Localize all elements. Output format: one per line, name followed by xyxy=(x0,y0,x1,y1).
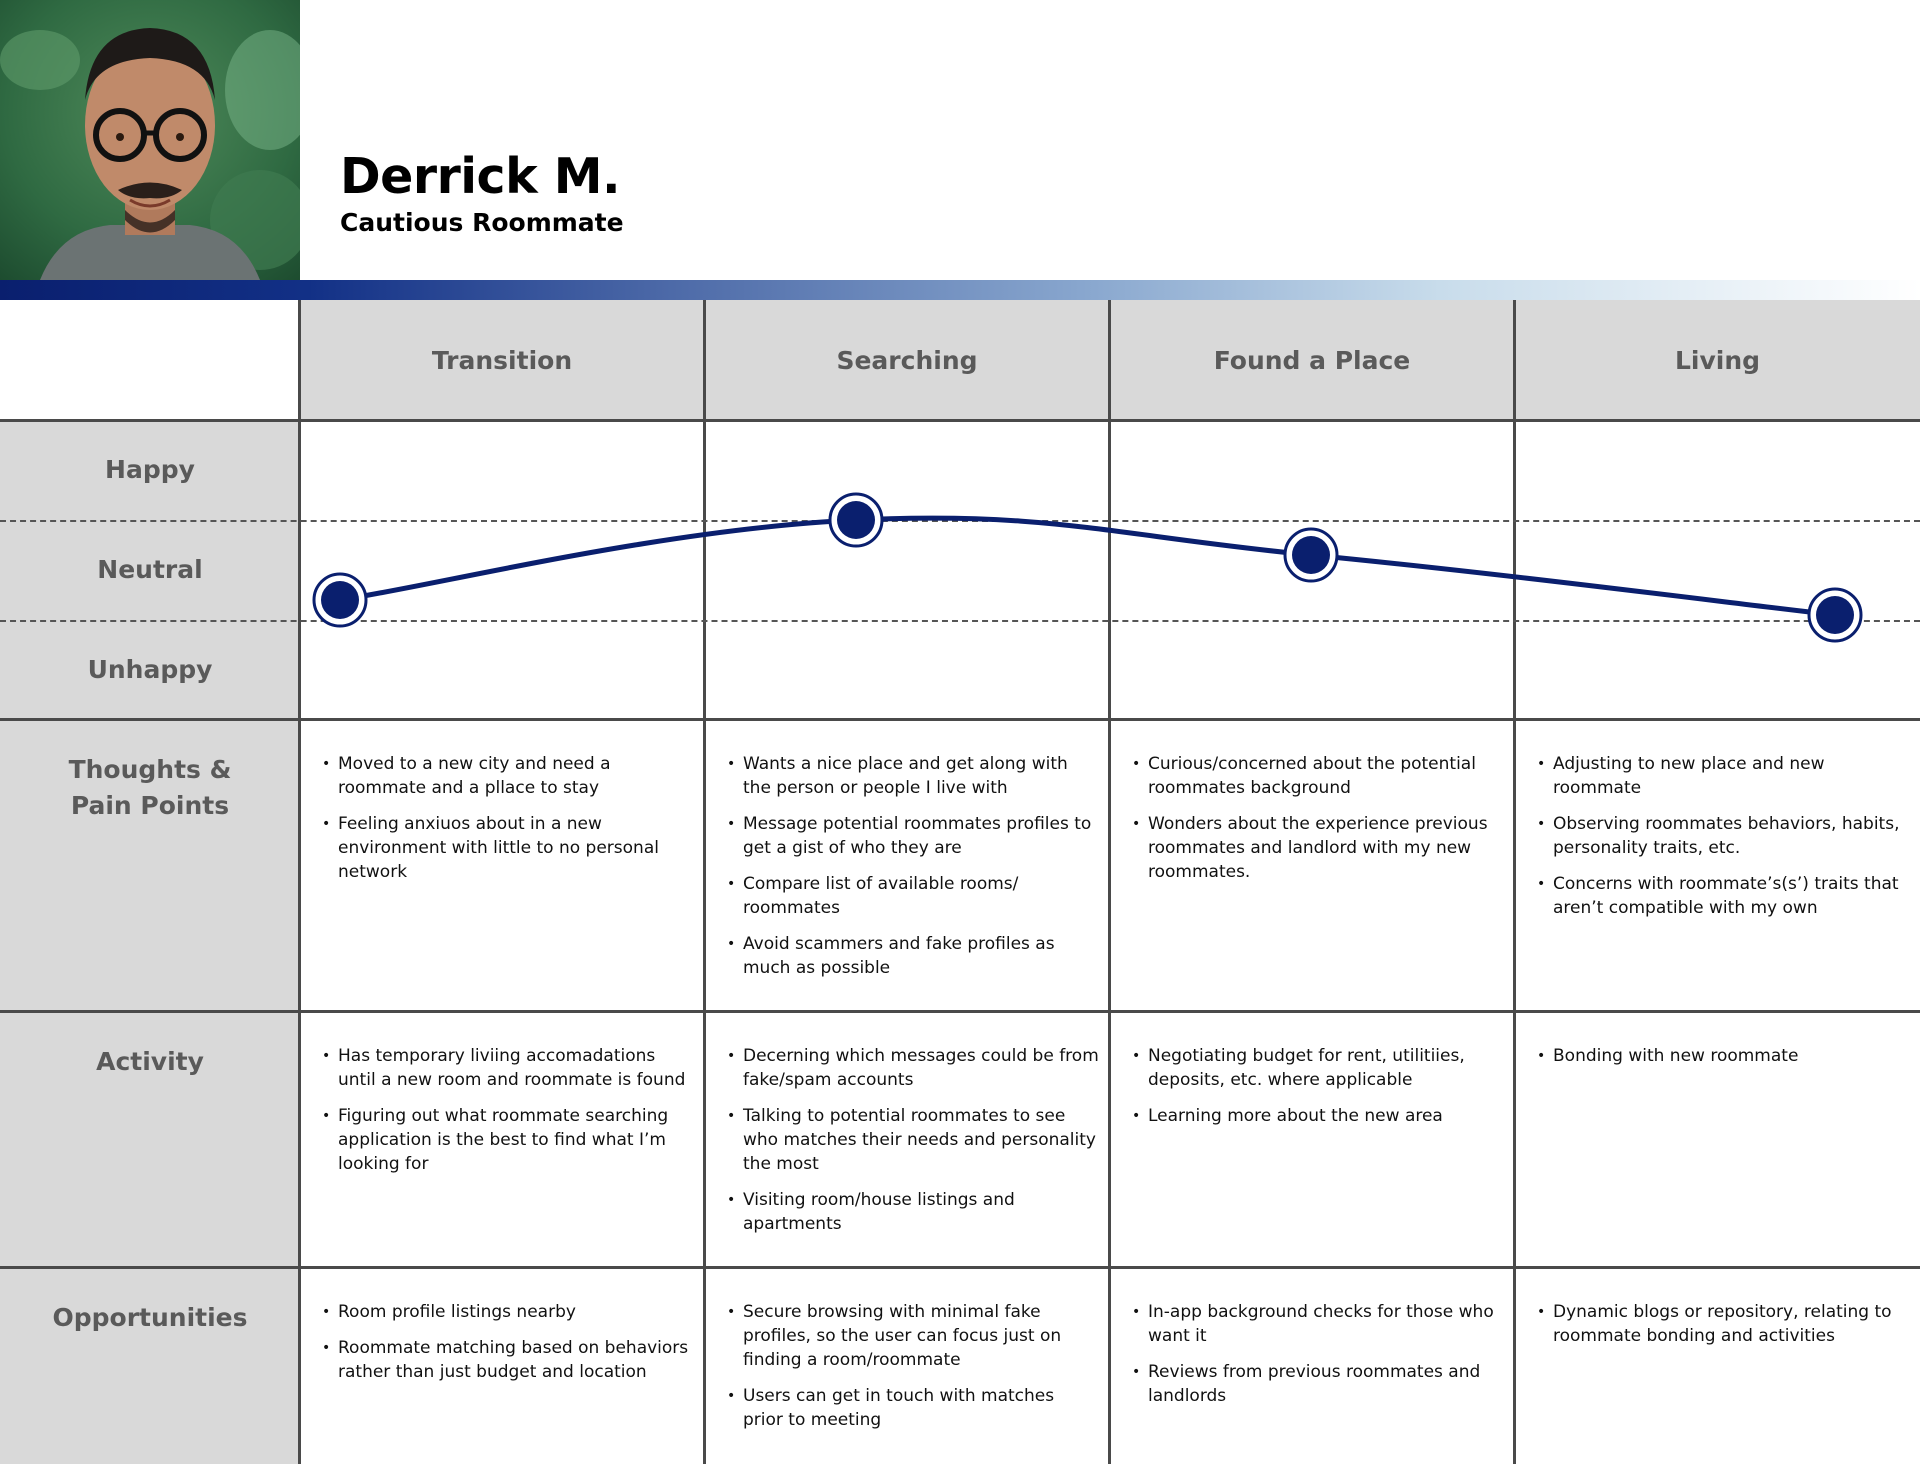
cell-thoughts-0 xyxy=(322,752,694,896)
bullet-item: • Figuring out what roommate searching application is the best to find what I’m looking for xyxy=(322,1104,694,1176)
emotion-label-neutral: Neutral xyxy=(97,555,203,584)
bullet-list xyxy=(1132,752,1504,884)
bullet-item: • Reviews from previous roommates and landlords xyxy=(1132,1360,1504,1408)
row-label-thoughts-pain-points xyxy=(0,752,300,824)
bullet-item: • Visiting room/house listings and apartments xyxy=(727,1188,1099,1236)
cell-activity-2 xyxy=(1132,1044,1504,1140)
cell-opportunities-2 xyxy=(1132,1300,1504,1420)
cell-opportunities-3 xyxy=(1537,1300,1909,1360)
bullet-item: • Decerning which messages could be from fake/spam accounts xyxy=(727,1044,1099,1092)
bullet-item: • In-app background checks for those who want it xyxy=(1132,1300,1504,1348)
emotion-point-fill xyxy=(837,501,875,539)
cell-opportunities-1 xyxy=(727,1300,1099,1444)
emotion-label-unhappy: Unhappy xyxy=(87,655,213,684)
bullet-item: • Secure browsing with minimal fake profiles, so the user can focus just on finding a room/roommate xyxy=(727,1300,1099,1372)
bullet-list xyxy=(727,752,1099,980)
bullet-item: • Moved to a new city and need a roommate and a pllace to stay xyxy=(322,752,694,800)
row-label-opportunities: Opportunities xyxy=(52,1303,248,1332)
stage-header-transition: Transition xyxy=(431,345,573,375)
bullet-item: • Roommate matching based on behaviors rather than just budget and location xyxy=(322,1336,694,1384)
cell-activity-3 xyxy=(1537,1044,1909,1080)
bullet-item: • Avoid scammers and fake profiles as much as possible xyxy=(727,932,1099,980)
bullet-item: • Curious/concerned about the potential roommates background xyxy=(1132,752,1504,800)
bullet-item: • Adjusting to new place and new roommate xyxy=(1537,752,1909,800)
bullet-list xyxy=(727,1300,1099,1432)
bullet-list xyxy=(1537,1044,1909,1068)
bullet-item: • Dynamic blogs or repository, relating to roommate bonding and activities xyxy=(1537,1300,1909,1348)
bullet-item: • Concerns with roommate’s(s’) traits that aren’t compatible with my own xyxy=(1537,872,1909,920)
bullet-list xyxy=(322,752,694,884)
bullet-item: • Observing roommates behaviors, habits, personality traits, etc. xyxy=(1537,812,1909,860)
row-label-activity: Activity xyxy=(96,1047,204,1076)
bullet-item: • Has temporary liviing accomadations until a new room and roommate is found xyxy=(322,1044,694,1092)
persona-subtitle: Cautious Roommate xyxy=(340,208,624,237)
bullet-list xyxy=(322,1044,694,1176)
emotion-point-fill xyxy=(1292,536,1330,574)
row-label-line: Pain Points xyxy=(70,791,230,820)
emotion-point-fill xyxy=(1816,596,1854,634)
bullet-item: • Users can get in touch with matches prior to meeting xyxy=(727,1384,1099,1432)
cell-thoughts-3 xyxy=(1537,752,1909,932)
bullet-item: • Feeling anxiuos about in a new environment with little to no personal network xyxy=(322,812,694,884)
bullet-item: • Learning more about the new area xyxy=(1132,1104,1504,1128)
stage-header-living: Living xyxy=(1674,345,1761,375)
cell-thoughts-1 xyxy=(727,752,1099,992)
bullet-item: • Negotiating budget for rent, utilitiies, deposits, etc. where applicable xyxy=(1132,1044,1504,1092)
cell-activity-1 xyxy=(727,1044,1099,1248)
cell-opportunities-0 xyxy=(322,1300,694,1396)
bullet-item: • Wants a nice place and get along with the person or people I live with xyxy=(727,752,1099,800)
bullet-item: • Talking to potential roommates to see who matches their needs and personality the most xyxy=(727,1104,1099,1176)
emotion-label-happy: Happy xyxy=(105,455,195,484)
bullet-item: • Bonding with new roommate xyxy=(1537,1044,1909,1068)
persona-name: Derrick M. xyxy=(340,148,621,205)
bullet-item: • Room profile listings nearby xyxy=(322,1300,694,1324)
bullet-item: • Message potential roommates profiles to get a gist of who they are xyxy=(727,812,1099,860)
bullet-item: • Compare list of available rooms/ roommates xyxy=(727,872,1099,920)
bullet-item: • Wonders about the experience previous roommates and landlord with my new roommates. xyxy=(1132,812,1504,884)
bullet-list xyxy=(1537,1300,1909,1348)
bullet-list xyxy=(1537,752,1909,920)
emotion-point-fill xyxy=(321,581,359,619)
row-label-line: Thoughts & xyxy=(68,755,232,784)
emotion-line xyxy=(340,518,1835,615)
stage-header-searching: Searching xyxy=(836,345,978,375)
bullet-list xyxy=(322,1300,694,1384)
bullet-list xyxy=(1132,1044,1504,1128)
bullet-list xyxy=(727,1044,1099,1236)
cell-activity-0 xyxy=(322,1044,694,1188)
stage-header-found-a-place: Found a Place xyxy=(1213,345,1411,375)
cell-thoughts-2 xyxy=(1132,752,1504,896)
bullet-list xyxy=(1132,1300,1504,1408)
